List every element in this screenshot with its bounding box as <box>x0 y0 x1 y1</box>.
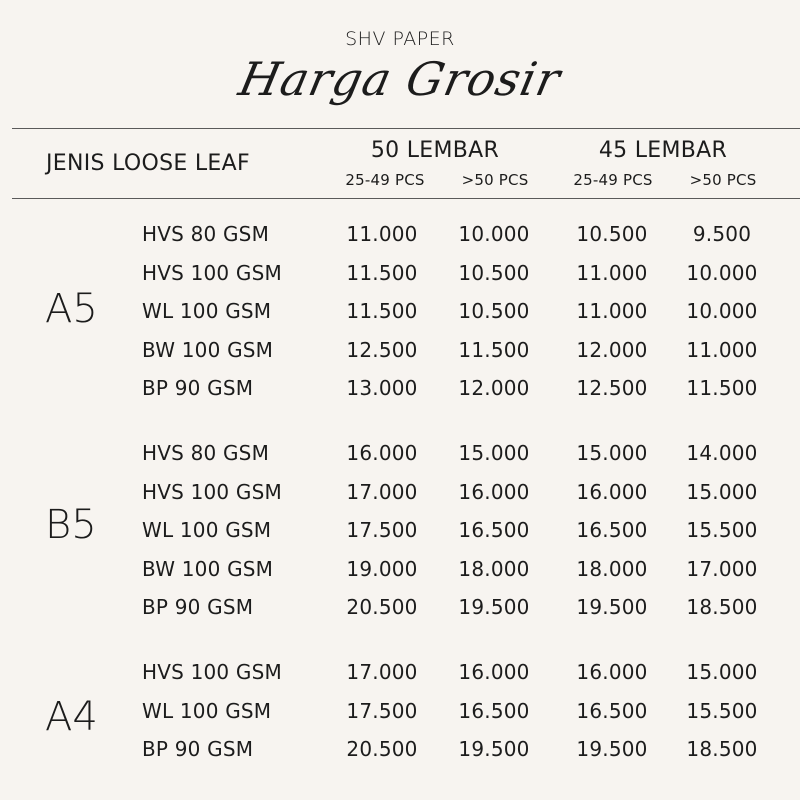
subheader-45-25-49: 25-49 PCS <box>573 171 653 189</box>
price-cell: 11.000 <box>686 338 758 362</box>
price-cell: 16.000 <box>576 660 648 684</box>
price-cell: 17.500 <box>346 518 418 542</box>
paper-type-label: WL 100 GSM <box>142 518 272 542</box>
group-header-45-lembar: 45 LEMBAR <box>598 138 728 163</box>
paper-type-label: HVS 80 GSM <box>142 441 270 465</box>
price-cell: 18.500 <box>686 737 758 761</box>
subheader-50-over50: >50 PCS <box>461 171 529 189</box>
price-cell: 15.000 <box>686 480 758 504</box>
price-cell: 19.500 <box>576 737 648 761</box>
price-cell: 11.500 <box>346 261 418 285</box>
size-label-a4: A4 <box>45 694 98 740</box>
price-cell: 11.000 <box>346 222 418 246</box>
price-cell: 15.000 <box>458 441 530 465</box>
price-cell: 10.000 <box>458 222 530 246</box>
price-cell: 17.000 <box>346 660 418 684</box>
price-cell: 12.500 <box>346 338 418 362</box>
price-cell: 10.500 <box>576 222 648 246</box>
price-cell: 16.000 <box>346 441 418 465</box>
price-cell: 15.500 <box>686 699 758 723</box>
price-cell: 19.500 <box>576 595 648 619</box>
price-cell: 18.500 <box>686 595 758 619</box>
price-cell: 12.000 <box>458 376 530 400</box>
price-cell: 11.500 <box>458 338 530 362</box>
paper-type-label: HVS 80 GSM <box>142 222 270 246</box>
paper-type-label: HVS 100 GSM <box>142 261 282 285</box>
type-column-header: JENIS LOOSE LEAF <box>46 151 250 176</box>
subheader-50-25-49: 25-49 PCS <box>345 171 425 189</box>
price-cell: 17.000 <box>686 557 758 581</box>
price-cell: 12.000 <box>576 338 648 362</box>
brand-name: SHV PAPER <box>345 28 455 50</box>
header-divider <box>12 198 800 199</box>
paper-type-label: WL 100 GSM <box>142 299 272 323</box>
price-cell: 16.500 <box>576 699 648 723</box>
paper-type-label: BP 90 GSM <box>142 737 254 761</box>
paper-type-label: BW 100 GSM <box>142 557 274 581</box>
price-cell: 10.000 <box>686 261 758 285</box>
price-cell: 15.000 <box>576 441 648 465</box>
price-cell: 9.500 <box>692 222 752 246</box>
page-title: Harga Grosir <box>234 52 566 106</box>
paper-type-label: HVS 100 GSM <box>142 480 282 504</box>
price-cell: 18.000 <box>458 557 530 581</box>
price-cell: 15.500 <box>686 518 758 542</box>
price-cell: 19.500 <box>458 595 530 619</box>
price-cell: 16.500 <box>576 518 648 542</box>
price-cell: 16.500 <box>458 699 530 723</box>
paper-type-label: BP 90 GSM <box>142 376 254 400</box>
price-cell: 12.500 <box>576 376 648 400</box>
price-cell: 10.500 <box>458 261 530 285</box>
paper-type-label: HVS 100 GSM <box>142 660 282 684</box>
price-cell: 20.500 <box>346 595 418 619</box>
price-cell: 11.000 <box>576 261 648 285</box>
paper-type-label: BW 100 GSM <box>142 338 274 362</box>
price-cell: 16.000 <box>458 660 530 684</box>
price-cell: 19.000 <box>346 557 418 581</box>
price-cell: 15.000 <box>686 660 758 684</box>
size-label-a5: A5 <box>45 286 98 332</box>
subheader-45-over50: >50 PCS <box>689 171 757 189</box>
price-cell: 11.000 <box>576 299 648 323</box>
price-cell: 17.500 <box>346 699 418 723</box>
price-cell: 16.000 <box>576 480 648 504</box>
price-cell: 10.000 <box>686 299 758 323</box>
top-divider <box>12 128 800 129</box>
price-cell: 16.500 <box>458 518 530 542</box>
price-cell: 13.000 <box>346 376 418 400</box>
price-cell: 17.000 <box>346 480 418 504</box>
price-cell: 14.000 <box>686 441 758 465</box>
size-label-b5: B5 <box>45 502 97 548</box>
price-cell: 19.500 <box>458 737 530 761</box>
price-cell: 11.500 <box>346 299 418 323</box>
price-cell: 18.000 <box>576 557 648 581</box>
price-cell: 16.000 <box>458 480 530 504</box>
group-header-50-lembar: 50 LEMBAR <box>370 138 500 163</box>
price-cell: 11.500 <box>686 376 758 400</box>
price-cell: 20.500 <box>346 737 418 761</box>
price-cell: 10.500 <box>458 299 530 323</box>
paper-type-label: WL 100 GSM <box>142 699 272 723</box>
paper-type-label: BP 90 GSM <box>142 595 254 619</box>
